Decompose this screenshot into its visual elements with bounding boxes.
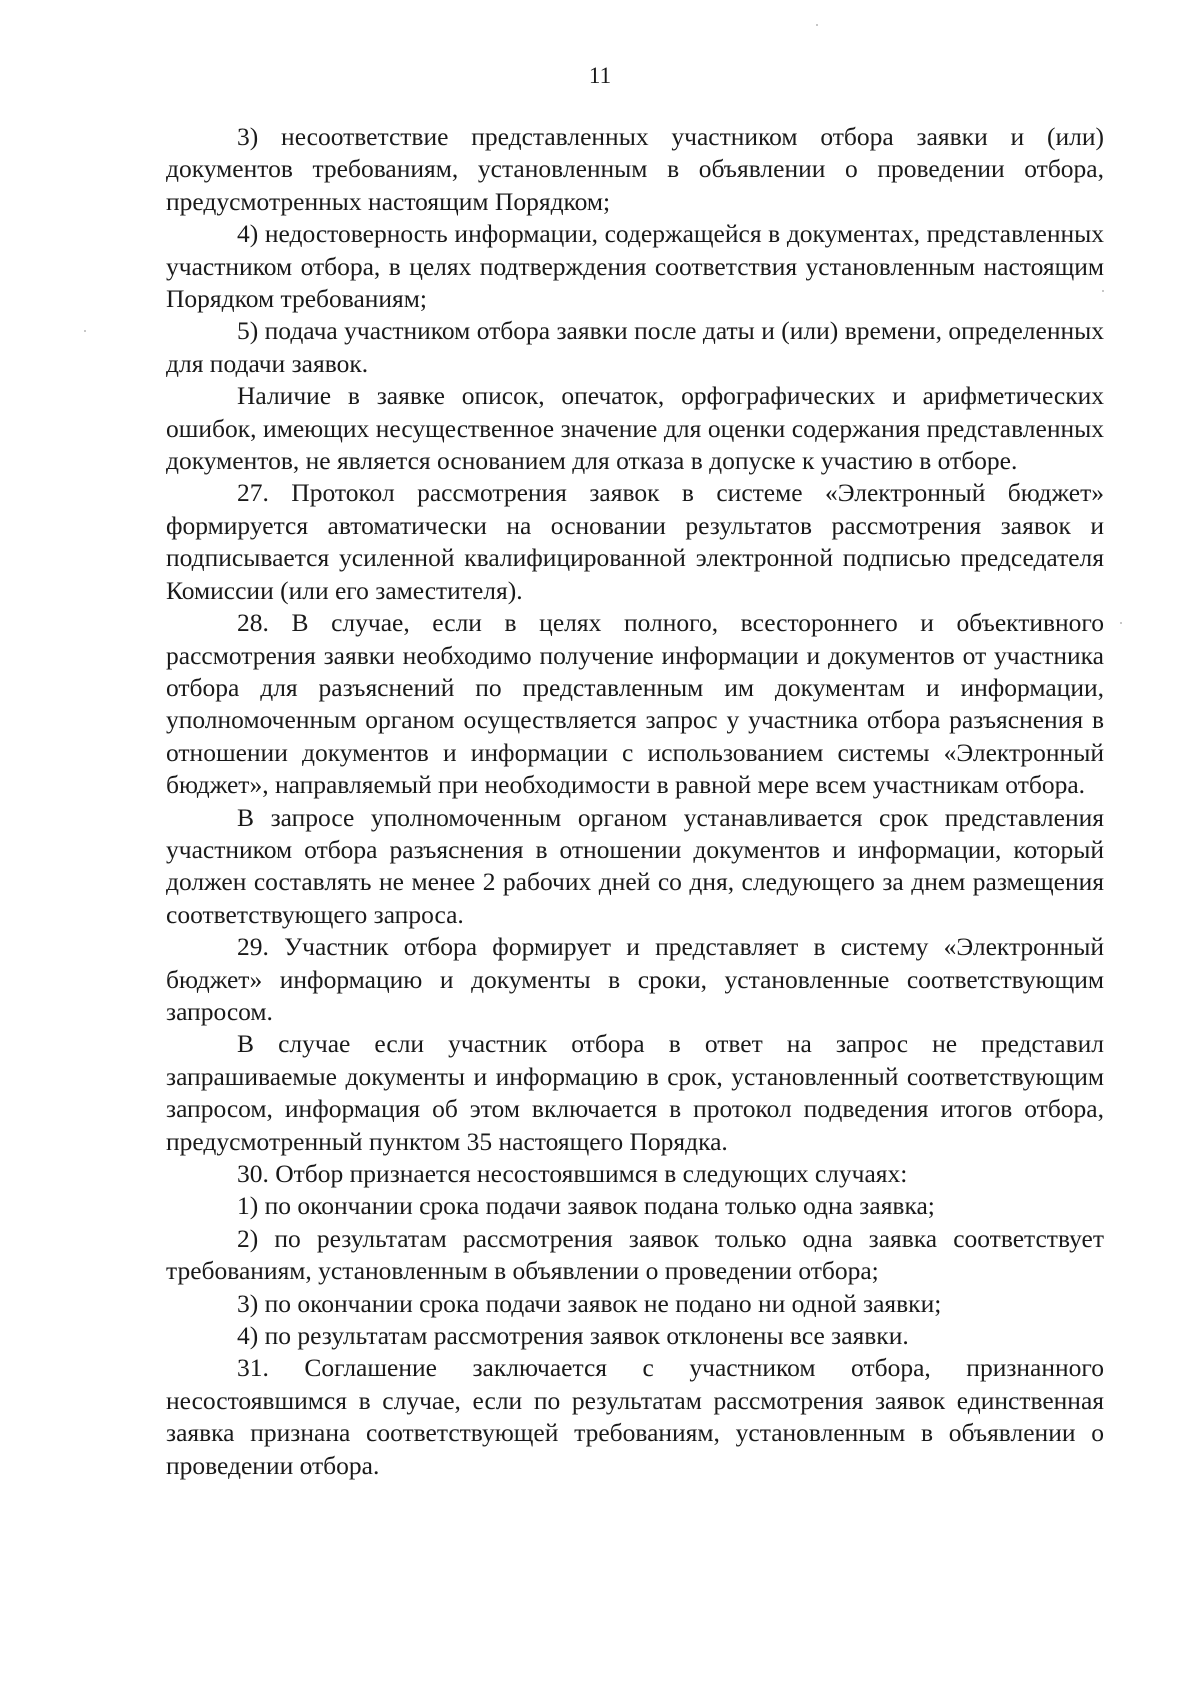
paragraph-typos-note: Наличие в заявке описок, опечаток, орфографических и арифметических ошибок, имеющих несущественное значение для оценки содержания представленных документов, не является основанием для отказа в допуске к участию в отборе. <box>166 381 1104 476</box>
clause-28: 28. В случае, если в целях полного, всестороннего и объективного рассмотрения заявки необходимо получение информации и документов от участника отбора для разъяснений по представленным им документам и информации, уполномоченным органом осуществляется запрос у участника отбора разъяснения в отношении документов и информации с использованием системы «Электронный бюджет», направляемый при необходимости в равной мере всем участникам отбора. <box>166 608 1104 800</box>
list-item-5-late-submission: 5) подача участником отбора заявки после даты и (или) времени, определенных для подачи заявок. <box>166 316 1104 378</box>
paragraph-request-deadline: В запросе уполномоченным органом устанавливается срок представления участником отбора разъяснения в отношении документов и информации, который должен составлять не менее 2 рабочих дней со дня, следующего за днем размещения соответствующего запроса. <box>166 802 1104 929</box>
clause-31: 31. Соглашение заключается с участником отбора, признанного несостоявшимся в случае, если по результатам рассмотрения заявок единственная заявка признана соответствующей требованиям, установленным в объявлении о проведении отбора. <box>166 1353 1104 1480</box>
document-body <box>166 121 1104 1482</box>
list-item-30-1: 1) по окончании срока подачи заявок подана только одна заявка; <box>237 1191 935 1221</box>
clause-30: 30. Отбор признается несостоявшимся в следующих случаях: <box>237 1159 908 1188</box>
paragraph-missing-documents: В случае если участник отбора в ответ на запрос не представил запрашиваемые документы и информацию в срок, установленный соответствующим запросом, информация об этом включается в протокол подведения итогов отбора, предусмотренный пунктом 35 настоящего Порядка. <box>166 1029 1104 1156</box>
list-item-30-3: 3) по окончании срока подачи заявок не подано ни одной заявки; <box>237 1288 942 1318</box>
page-number: 11 <box>588 63 612 88</box>
list-item-3-mismatch: 3) несоответствие представленных участником отбора заявки и (или) документов требованиям, установленным в объявлении о проведении отбора, предусмотренных настоящим Порядком; <box>166 122 1104 216</box>
scan-speck <box>816 24 818 26</box>
list-item-30-4: 4) по результатам рассмотрения заявок отклонены все заявки. <box>237 1321 909 1351</box>
clause-29: 29. Участник отбора формирует и представляет в систему «Электронный бюджет» информацию и документы в сроки, установленные соответствующим запросом. <box>166 932 1104 1026</box>
list-item-30-2: 2) по результатам рассмотрения заявок только одна заявка соответствует требованиям, установленным в объявлении о проведении отбора; <box>166 1223 1104 1286</box>
clause-27: 27. Протокол рассмотрения заявок в системе «Электронный бюджет» формируется автоматически на основании результатов рассмотрения заявок и подписывается усиленной квалифицированной электронной подписью председателя Комиссии (или его заместителя). <box>166 478 1104 605</box>
scan-speck <box>84 330 86 332</box>
scan-speck <box>1120 622 1122 624</box>
list-item-4-unreliable-info: 4) недостоверность информации, содержащейся в документах, представленных участником отбора, в целях подтверждения соответствия установленным настоящим Порядком требованиям; <box>166 219 1104 314</box>
scan-speck <box>1102 290 1104 292</box>
